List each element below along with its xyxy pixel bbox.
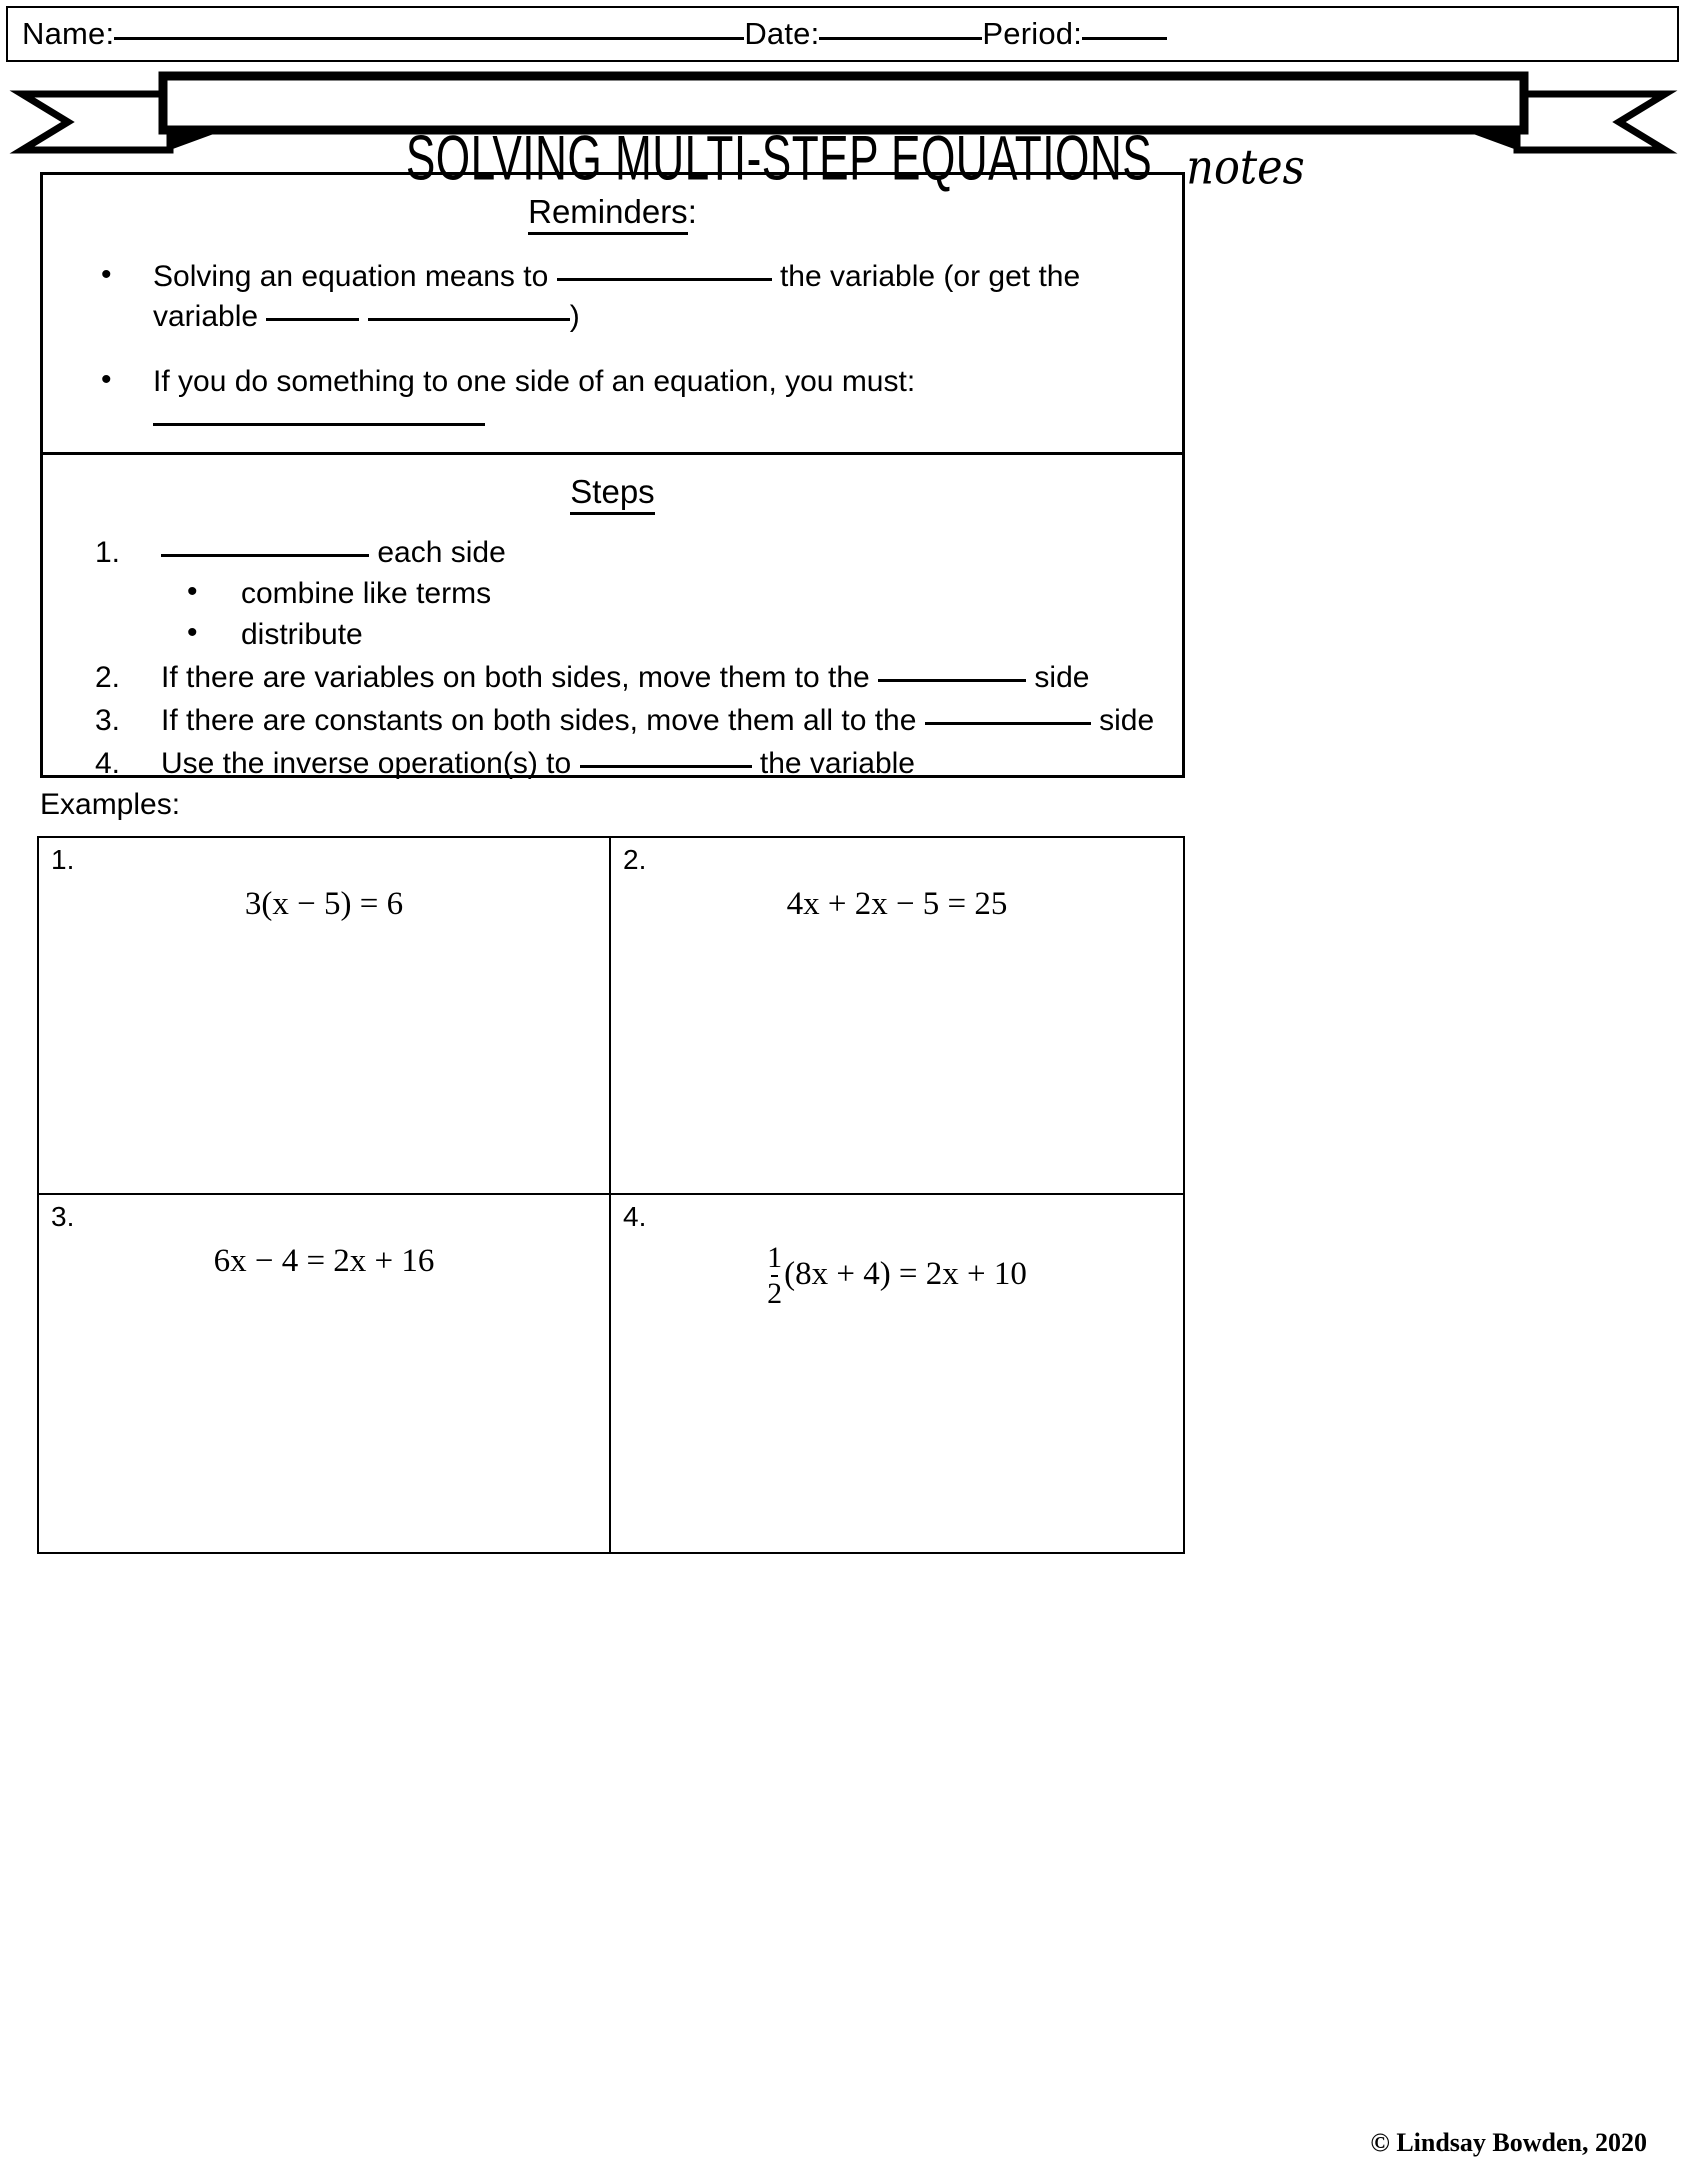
step-1-subitem-2: • distribute [161,615,1182,654]
step-2-blank[interactable] [878,679,1026,682]
step-3-number: 3. [95,704,121,737]
page-title-main: SOLVING MULTI-STEP EQUATIONS [406,121,1153,194]
reminder-1-blank-1[interactable] [557,278,772,281]
reminders-bullet-list [43,257,1182,441]
step-2-post: side [1034,661,1090,694]
reminders-heading-text: Reminders [528,193,688,235]
reminder-1-blank-2[interactable] [266,318,359,321]
date-input-line[interactable] [819,37,982,40]
reminders-section [43,193,1182,455]
name-input-line[interactable] [114,37,744,40]
example-2-number: 2. [623,844,647,875]
step-1-sublist [161,574,1182,654]
reminder-bullet-1 [43,257,1182,336]
step-3-pre: If there are constants on both sides, move them all to the [161,704,917,737]
step-3-post: side [1099,704,1155,737]
example-4-fraction-numerator: 1 [767,1241,783,1274]
example-4-equation [611,1243,1183,1310]
example-3-number: 3. [51,1201,75,1232]
step-item-4 [43,744,1182,783]
reminder-bullet-2 [43,362,1182,441]
example-4-number: 4. [623,1201,647,1232]
example-1-number: 1. [51,844,75,875]
step-item-3 [43,701,1182,740]
example-cell-4[interactable] [611,1195,1183,1552]
step-4-pre: Use the inverse operation(s) to [161,747,572,780]
example-3-equation: 6x − 4 = 2x + 16 [213,1243,435,1279]
reminders-heading [43,193,1182,231]
steps-heading-text: Steps [570,473,654,515]
step-1-number: 1. [95,536,121,569]
step-2-pre: If there are variables on both sides, move them to the [161,661,870,694]
examples-grid [37,836,1185,1554]
reminder-2-blank-1[interactable] [153,423,485,426]
example-cell-3[interactable] [39,1195,611,1552]
page-title-script: notes [1186,140,1305,196]
reminder-1-part2: the variable (or get the variable [153,260,1081,333]
example-4-fraction-denominator: 2 [767,1276,783,1310]
reminder-2-part1: If you do something to one side of an equation, you must: [153,365,916,399]
example-4-equation-rest: (8x + 4) = 2x + 10 [784,1256,1027,1293]
example-1-equation: 3(x − 5) = 6 [244,886,404,922]
step-4-post: the variable [759,747,915,780]
step-item-1 [43,533,1182,654]
period-label: Period: [982,16,1083,51]
example-cell-1[interactable] [39,838,611,1195]
example-4-fraction [767,1242,782,1309]
step-4-number: 4. [95,747,121,780]
example-2-equation: 4x + 2x − 5 = 25 [786,886,1008,922]
step-3-blank[interactable] [925,722,1091,725]
title-banner [0,68,1687,196]
step-1-blank[interactable] [161,554,369,557]
reminder-1-part1: Solving an equation means to [153,260,549,293]
example-cell-2[interactable] [611,838,1183,1195]
reminders-heading-colon: : [687,193,697,230]
period-input-line[interactable] [1082,37,1167,40]
reminder-1-part3: ) [569,299,580,333]
name-label: Name: [22,16,115,51]
step-item-2 [43,658,1182,697]
step-1-subitem-1: • combine like terms [161,574,1182,613]
copyright-footer: © Lindsay Bowden, 2020 [1370,2128,1647,2157]
steps-heading [43,473,1182,511]
notes-box [40,172,1185,778]
steps-list [43,533,1182,783]
date-label: Date: [744,16,820,51]
step-4-blank[interactable] [580,765,752,768]
examples-label: Examples: [40,788,181,821]
reminder-1-blank-3[interactable] [368,318,570,321]
step-2-number: 2. [95,661,121,694]
student-info-bar [6,6,1679,62]
steps-section [43,473,1182,811]
step-1-post: each side [377,536,506,569]
